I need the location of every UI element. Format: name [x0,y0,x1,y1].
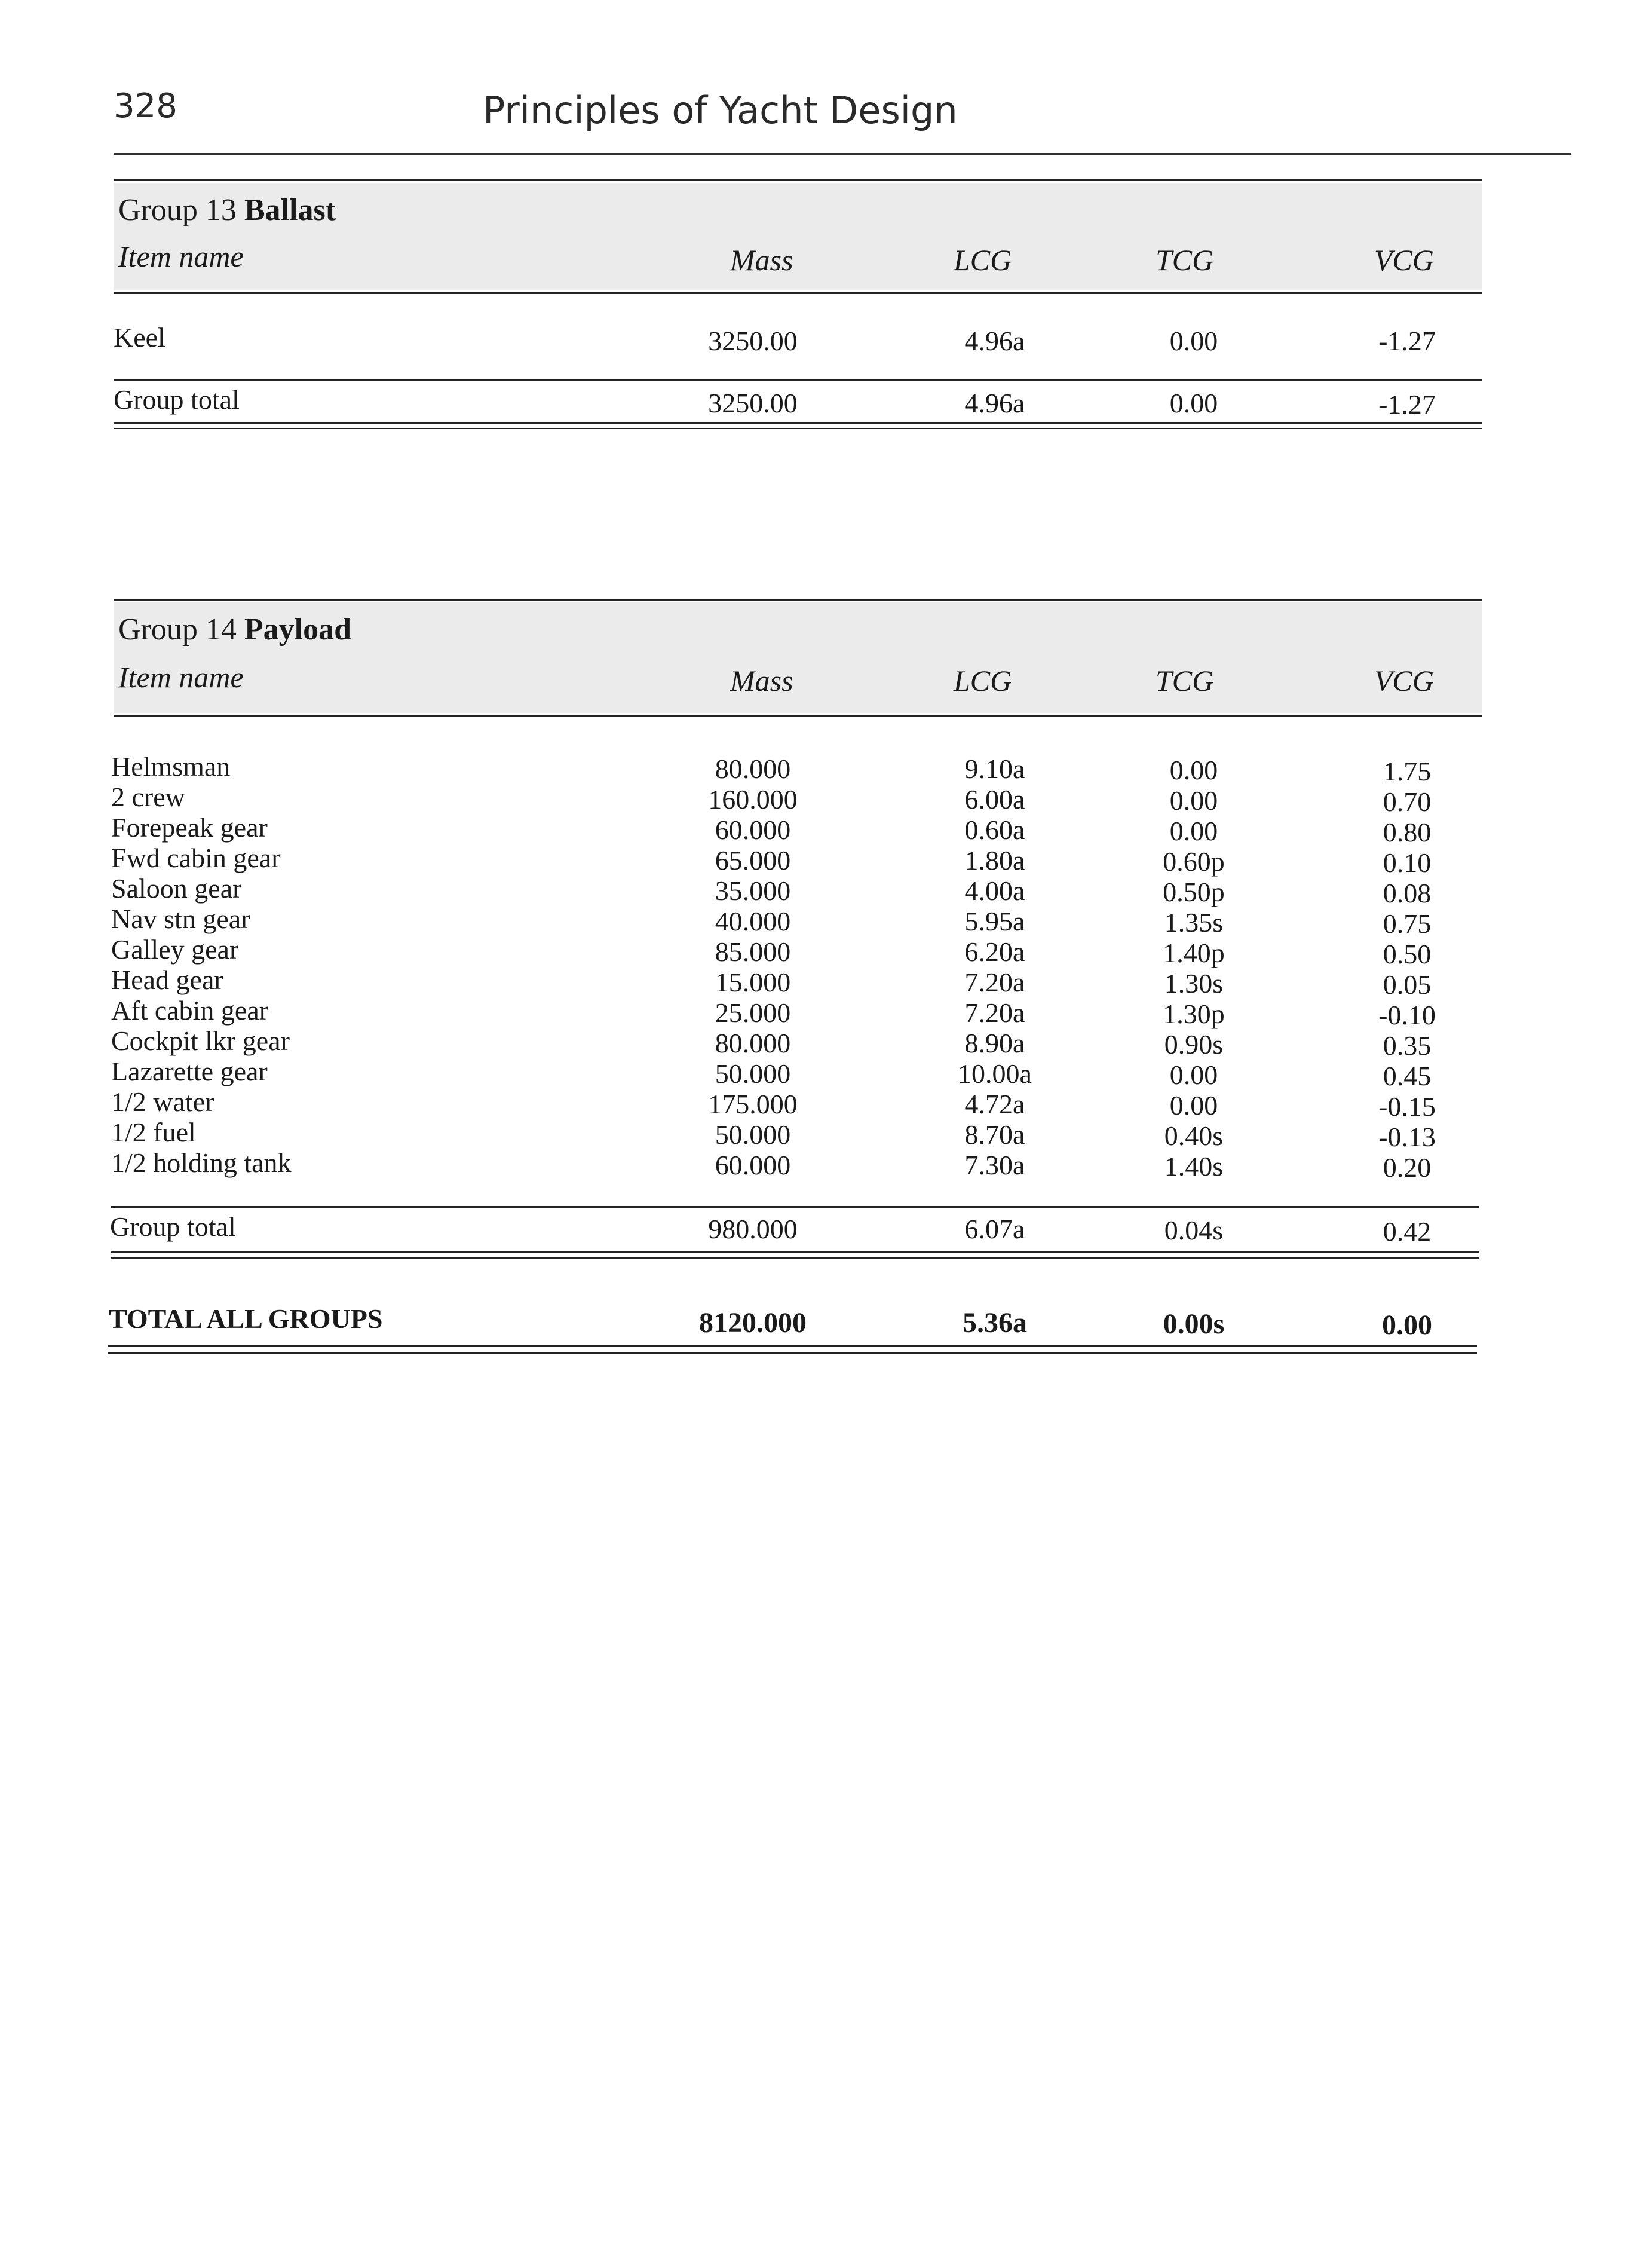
table-row-lcg: 5.95a [964,906,1025,936]
group-14-header-rule [114,715,1482,717]
table-row-item: Cockpit lkr gear [111,1026,290,1056]
group-14-name: Payload [244,613,352,647]
table-row-mass: 65.000 [715,845,791,876]
col-lcg: LCG [954,243,1012,277]
group-13-top-rule [114,179,1482,181]
group-14-top-rule [114,599,1482,601]
table-row-vcg: 0.35 [1383,1030,1432,1061]
grand-total-rule [108,1345,1477,1347]
table-row-lcg: 6.00a [964,784,1025,815]
table-row-vcg: 0.80 [1383,817,1432,847]
group-14-total-mass: 980.000 [708,1214,798,1244]
table-row-mass: 50.000 [715,1058,791,1089]
col-lcg: LCG [954,664,1012,697]
table-row-mass: 15.000 [715,967,791,997]
group-13-label: Group 13 [118,193,237,227]
table-row-mass: 85.000 [715,936,791,967]
table-row-item: 1/2 holding tank [111,1147,292,1178]
group-14-total-label: Group total [110,1211,236,1242]
col-tcg: TCG [1156,243,1214,277]
table-row-lcg: 9.10a [964,754,1025,784]
table-row-lcg: 7.20a [964,997,1025,1028]
group-13-bottom-rule [114,422,1482,424]
table-row-vcg: 0.05 [1383,969,1432,1000]
table-row-mass: 60.000 [715,1150,791,1180]
table-row-tcg: 0.00 [1169,785,1218,816]
table-row-lcg: 6.20a [964,936,1025,967]
col-item-name: Item name [118,240,244,273]
table-row-mass: 50.000 [715,1119,791,1150]
grand-total-lcg: 5.36a [963,1307,1027,1339]
table-row-lcg: 7.20a [964,967,1025,997]
table-row-lcg: 7.30a [964,1150,1025,1180]
group-14-total-lcg: 6.07a [964,1214,1025,1244]
table-row-lcg: 8.70a [964,1119,1025,1150]
table-row-vcg: 0.20 [1383,1152,1432,1183]
table-row-vcg: 0.70 [1383,786,1432,817]
table-row-vcg: 0.45 [1383,1061,1432,1091]
table-row-mass: 25.000 [715,997,791,1028]
group-13-title [118,192,336,228]
table-row-item: Aft cabin gear [111,995,269,1026]
table-row-tcg: 1.30p [1163,999,1225,1029]
header-rule [114,153,1571,155]
col-mass: Mass [730,664,793,697]
table-row-vcg: 0.10 [1383,847,1432,878]
table-row-item: Galley gear [111,934,239,965]
table-row-item: 1/2 water [111,1086,214,1117]
group-14-label: Group 14 [118,613,237,647]
running-title: Principles of Yacht Design [483,88,958,132]
col-mass: Mass [730,243,793,277]
table-row-lcg: 4.96a [964,326,1025,356]
table-row-mass: 80.000 [715,754,791,784]
grand-total-vcg: 0.00 [1382,1309,1432,1341]
table-row-item: Nav stn gear [111,904,250,934]
table-row-tcg: 1.35s [1164,907,1224,938]
table-row-tcg: 1.30s [1164,968,1224,999]
page-number: 328 [114,87,177,125]
table-row-vcg: 0.08 [1383,878,1432,908]
table-row-mass: 175.000 [708,1089,798,1119]
group-14-total-rule [111,1206,1479,1208]
table-row-lcg: 0.60a [964,815,1025,845]
group-14-bottom-rule [111,1251,1479,1253]
table-row-tcg: 0.00 [1169,1090,1218,1121]
table-row-tcg: 0.00 [1169,1060,1218,1090]
table-row-item: Head gear [111,965,223,995]
table-row-tcg: 0.40s [1164,1121,1224,1151]
grand-total-tcg: 0.00s [1163,1308,1225,1340]
table-row-mass: 35.000 [715,876,791,906]
group-13-total-mass: 3250.00 [708,388,798,418]
table-row-tcg: 1.40p [1163,938,1225,968]
grand-total-label: TOTAL ALL GROUPS [109,1303,383,1334]
col-item-name: Item name [118,660,244,694]
group-13-total-label: Group total [114,384,240,415]
table-row-tcg: 0.00 [1169,326,1218,356]
table-row-tcg: 0.50p [1163,877,1225,907]
table-row-lcg: 1.80a [964,845,1025,876]
group-14-title [118,612,351,647]
group-13-total-tcg: 0.00 [1169,388,1218,418]
table-row-mass: 40.000 [715,906,791,936]
grand-total-mass: 8120.000 [699,1307,807,1339]
table-row-vcg: -0.15 [1378,1091,1436,1122]
table-row-mass: 3250.00 [708,326,798,356]
table-row-item: Keel [114,322,165,353]
col-vcg: VCG [1374,664,1434,697]
group-14-bottom-rule-2 [111,1257,1479,1259]
table-row-tcg: 0.00 [1169,816,1218,846]
table-row-lcg: 4.72a [964,1089,1025,1119]
table-row-vcg: 0.50 [1383,939,1432,969]
table-row-lcg: 4.00a [964,876,1025,906]
table-row-item: Saloon gear [111,873,242,904]
group-13-total-lcg: 4.96a [964,388,1025,418]
table-row-mass: 80.000 [715,1028,791,1058]
table-row-vcg: -0.13 [1378,1122,1436,1152]
group-13-total-rule [114,379,1482,381]
group-13-header-rule [114,292,1482,294]
group-13-bottom-rule-2 [114,428,1482,429]
table-row-item: Forepeak gear [111,812,268,843]
table-row-vcg: -0.10 [1378,1000,1436,1030]
table-row-item: 1/2 fuel [111,1117,196,1147]
group-14-total-vcg: 0.42 [1383,1216,1432,1247]
table-row-tcg: 1.40s [1164,1151,1224,1181]
group-14-total-tcg: 0.04s [1164,1215,1224,1245]
table-row-vcg: 0.75 [1383,908,1432,939]
table-row-vcg: 1.75 [1383,756,1432,786]
table-row-mass: 160.000 [708,784,798,815]
table-row-item: Lazarette gear [111,1056,268,1086]
table-row-tcg: 0.60p [1163,846,1225,877]
table-row-vcg: -1.27 [1378,326,1436,356]
table-row-item: 2 crew [111,782,185,812]
table-row-tcg: 0.90s [1164,1029,1224,1060]
table-row-item: Helmsman [111,751,231,782]
table-row-lcg: 10.00a [958,1058,1032,1089]
table-row-tcg: 0.00 [1169,755,1218,785]
table-row-lcg: 8.90a [964,1028,1025,1058]
table-row-item: Fwd cabin gear [111,843,281,873]
group-13-name: Ballast [244,193,336,227]
group-13-total-vcg: -1.27 [1378,389,1436,420]
grand-total-rule-2 [108,1352,1477,1354]
table-row-mass: 60.000 [715,815,791,845]
col-vcg: VCG [1374,243,1434,277]
col-tcg: TCG [1156,664,1214,697]
